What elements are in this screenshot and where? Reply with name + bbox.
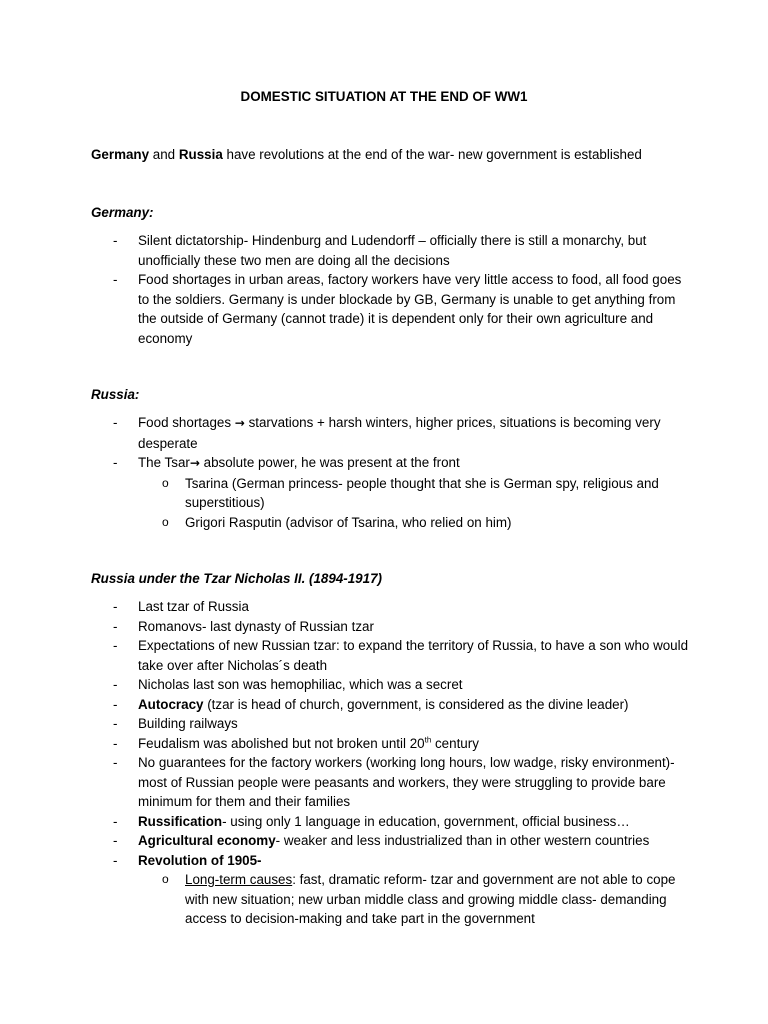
germany-heading: Germany: [91,205,154,220]
intro-paragraph [91,145,691,165]
dash-bullet: - [113,415,118,430]
tsar-list [91,597,691,929]
page-title: DOMESTIC SITUATION AT THE END OF WW1 [240,89,528,104]
circle-bullet: o [162,514,169,529]
sub-list-item: o Grigori Rasputin (advisor of Tsarina, who relied on him) [138,513,691,533]
list-item: - The Tsar→ absolute power, he was present at the front o Tsarina (German princess- people thought that she is German spy, religious and superstitious) o Grigori Rasputin (advisor of Tsarina, who relied on him) [91,453,691,532]
dash-bullet: - [113,233,118,248]
list-item: - Silent dictatorship- Hindenburg and Ludendorff – officially there is still a monarchy, but unofficially these two men are doing all the decisions [113,233,647,268]
arrow-right-icon: → [234,416,245,430]
russia-sublist [138,474,691,533]
list-item: - No guarantees for the factory workers (working long hours, low wadge, risky environment)- most of Russian people were peasants and workers, they were struggling to provide bare minimum for them and their families [113,755,675,809]
list-item: - Agricultural economy- weaker and less industrialized than in other western countries [113,833,650,848]
sub-list-item: o Tsarina (German princess- people thought that she is German spy, religious and superstitious) [162,475,659,510]
circle-bullet: o [162,872,169,886]
russia-list [91,413,691,532]
russia-heading: Russia: [91,387,140,402]
list-item: - Autocracy (tzar is head of church, government, is considered as the divine leader) [113,696,629,712]
sub-list-item: o Long-term causes: fast, dramatic reform- tzar and government are not able to cope with new situation; new urban middle class and growing middle class- demanding access to decision-making and take part in the government [162,872,676,926]
intro-rest: have revolutions at the end of the war- new government is established [222,147,642,162]
tsar-heading: Russia under the Tzar Nicholas II. (1894-1917) [91,571,382,586]
list-item: - Romanovs- last dynasty of Russian tzar [113,618,374,634]
list-item: - Feudalism was abolished but not broken until 20th century [113,735,479,751]
dash-bullet: - [113,455,118,470]
intro-russia: Russia [178,147,223,162]
list-item: - Nicholas last son was hemophiliac, which was a secret [113,677,463,692]
arrow-right-icon: → [189,456,200,470]
germany-list [91,231,691,348]
list-item: - Food shortages in urban areas, factory workers have very little access to food, all food goes to the soldiers. Germany is under blockade by GB, Germany is unable to get anything from the outside of Germany (cannot trade) it is dependent only for their own agriculture and economy [113,272,682,346]
intro-germany: Germany [91,147,150,162]
dash-bullet: - [113,272,118,287]
circle-bullet: o [162,475,169,490]
intro-and: and [149,147,179,162]
list-item: - Last tzar of Russia [113,599,249,614]
list-item: - Russification- using only 1 language in education, government, official business… [113,813,630,829]
list-item: - Building railways [113,716,238,731]
revolution-sublist [138,870,691,929]
list-item: - Expectations of new Russian tzar: to expand the territory of Russia, to have a son who would take over after Nicholas´s death [113,638,689,673]
list-item: - Revolution of 1905- o Long-term causes: fast, dramatic reform- tzar and government are not able to cope with new situation; new urban middle class and growing middle class- demanding access to decision-making and take part in the government [91,851,691,929]
list-item: - Food shortages → starvations + harsh winters, higher prices, situations is becoming very desperate [113,415,661,451]
